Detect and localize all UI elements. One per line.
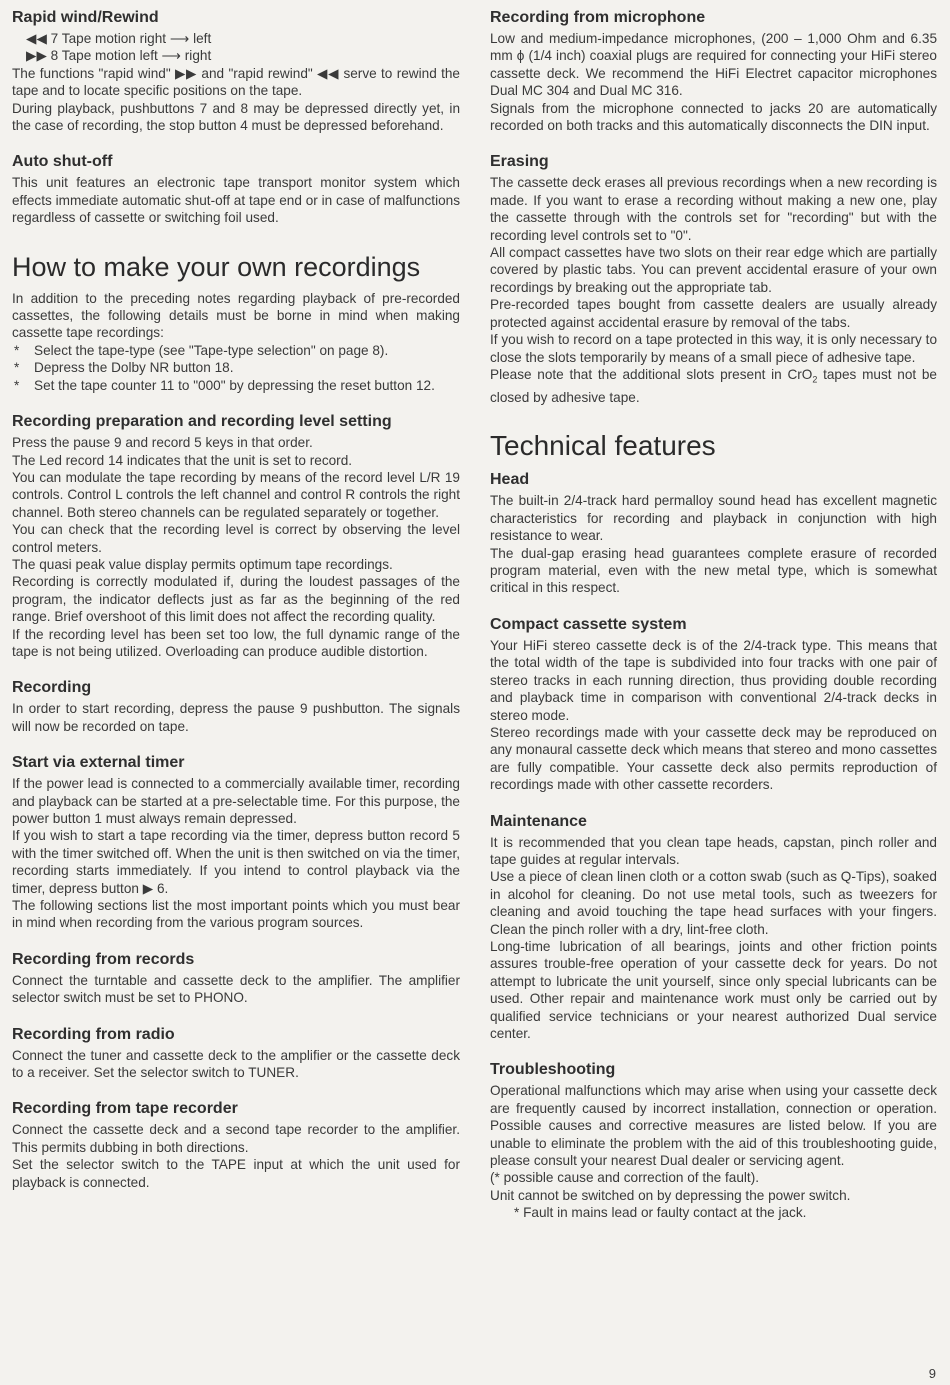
heading-recording: Recording <box>12 679 92 697</box>
heading-rapid-wind: Rapid wind/Rewind <box>12 9 159 26</box>
section-erasing <box>490 152 937 406</box>
section-how-to-record <box>12 251 460 394</box>
list-item: * Depress the Dolby NR button 18. <box>14 360 234 376</box>
list-item: * Select the tape-type (see "Tape-type selection" on page 8). <box>14 342 389 358</box>
paragraph: All compact cassettes have two slots on their rear edge which are partially covered by plastic tabs. You can prevent accidental erasure of your own recordings by breaking out the appropriate tab. <box>490 245 937 295</box>
paragraph: In order to start recording, depress the pause 9 pushbutton. The signals will now be recorded on tape. <box>12 701 460 734</box>
paragraph: The Led record 14 indicates that the unit is set to record. <box>12 452 353 468</box>
paragraph: The dual-gap erasing head guarantees complete erasure of recorded program material, even with the new metal type, which is somewhat critical in this respect. <box>490 545 937 596</box>
heading-erasing: Erasing <box>490 153 549 171</box>
paragraph: Connect the turntable and cassette deck to the amplifier. The amplifier selector switch must be set to PHONO. <box>12 972 460 1006</box>
page-number: 9 <box>928 1366 936 1381</box>
section-maintenance <box>490 812 937 1043</box>
section-recording-from-records <box>12 950 460 1007</box>
page-title-how-to-record: How to make your own recordings <box>12 251 421 282</box>
paragraph: Unit cannot be switched on by depressing the power switch. <box>490 1187 851 1203</box>
paragraph: During playback, pushbuttons 7 and 8 may be depressed directly yet, in the case of recording, the stop button 4 must be depressed beforehand. <box>12 100 460 134</box>
paragraph: Your HiFi stereo cassette deck is of the 2/4-track type. This means that the total width of the tape is subdivided into four tracks with one pair of stereo tracks in each running direction, thus providing double recording and playback time in comparison with conventional 2/4-track decks in stereo mode. <box>490 637 937 723</box>
section-compact-cassette <box>490 615 937 794</box>
heading-recording-preparation: Recording preparation and recording level setting <box>12 413 392 431</box>
section-head <box>490 470 937 596</box>
bullet-star-icon: * <box>514 1205 524 1221</box>
paragraph: Low and medium-impedance microphones, (200 – 1,000 Ohm and 6.35 mm ϕ (1/4 inch) coaxial plugs are required for connecting your HiFi stereo cassette deck. We recommend the HiFi Electret capacitor microphones Dual MC 304 and Dual MC 316. <box>490 31 937 99</box>
paragraph: The following sections list the most important points which you must bear in mind when recording from the various program sources. <box>12 898 460 931</box>
page-title-technical-features: Technical features <box>490 430 716 462</box>
paragraph: The cassette deck erases all previous recordings when a new recording is made. If you want to erase a recording without making a new one, play the cassette through with the controls set for "recording" but with the recording level controls set to "0". <box>490 175 937 243</box>
paragraph: Please note that the additional slots present in CrO$_2$ tapes must not be closed by adhesive tape. <box>490 366 937 406</box>
heading-recording-from-tape: Recording from tape recorder <box>12 1100 238 1118</box>
paragraph: If the recording level has been set too low, the full dynamic range of the tape is not being utilized. Overloading can produce audible distortion. <box>12 626 460 659</box>
section-recording <box>12 678 460 735</box>
bullet-star-icon: * <box>14 360 20 376</box>
paragraph: If you wish to record on a tape protected in this way, it is only necessary to close the slots temporarily by means of a small piece of adhesive tape. <box>490 332 937 365</box>
section-auto-shutoff <box>12 152 460 226</box>
line-rapid-wind-7: ◀◀ 7 Tape motion right ⟶ left <box>26 31 212 46</box>
paragraph: If the power lead is connected to a commercially available timer, recording and playback can be started at a pre-selectable time. For this purpose, the power button 1 must always remain depressed. <box>12 776 460 826</box>
list-item: * Set the tape counter 11 to "000" by depressing the reset button 12. <box>14 377 435 393</box>
section-recording-from-tape <box>12 1099 460 1191</box>
bullet-star-icon: * <box>14 342 20 358</box>
paragraph: The functions "rapid wind" ▶▶ and "rapid rewind" ◀◀ serve to rewind the tape and to locate specific positions on the tape. <box>12 65 460 99</box>
paragraph: Recording is correctly modulated if, during the loudest passages of the program, the indicator deflects just as far as the beginning of the red range. Brief overshoot of this limit does not affect the recording quality. <box>12 574 460 625</box>
paragraph: You can check that the recording level is correct by observing the level control meters. <box>12 522 460 555</box>
heading-recording-from-microphone: Recording from microphone <box>490 9 706 26</box>
paragraph: Set the selector switch to the TAPE input at which the unit used for playback is connected. <box>12 1157 460 1190</box>
paragraph: Signals from the microphone connected to jacks 20 are automatically recorded on both tracks and this automatically disconnects the DIN input. <box>490 100 937 134</box>
paragraph: You can modulate the tape recording by means of the record level L/R 19 controls. Control L controls the left channel and control R controls the right channel. Both stereo channels can be regulated separately or together. <box>12 469 460 520</box>
paragraph: Operational malfunctions which may arise when using your cassette deck are frequently caused by incorrect installation, connection or operation. Possible causes and corrective measures are listed below. If you are unable to eliminate the problem with the aid of this troubleshooting guide, please consult your nearest Dual dealer or servicing agent. <box>490 1083 937 1169</box>
paragraph: This unit features an electronic tape transport monitor system which effects immediate automatic shut-off at tape end or in case of malfunctions regardless of cassette or switching foil used. <box>12 175 460 226</box>
heading-compact-cassette: Compact cassette system <box>490 615 687 633</box>
section-troubleshooting <box>490 1060 937 1221</box>
paragraph: In addition to the preceding notes regarding playback of pre-recorded cassettes, the following details must be borne in mind when making cassette tape recordings: <box>12 290 460 341</box>
left-column <box>12 8 460 1209</box>
heading-auto-shutoff: Auto shut-off <box>12 153 113 171</box>
paragraph: Connect the tuner and cassette deck to the amplifier or the cassette deck to a receiver. Set the selector switch to TUNER. <box>12 1047 460 1081</box>
heading-head: Head <box>490 471 530 489</box>
list-item: * Fault in mains lead or faulty contact at the jack. <box>514 1205 807 1221</box>
paragraph: The quasi peak value display permits optimum tape recordings. <box>12 556 393 572</box>
section-recording-from-microphone <box>490 8 937 134</box>
paragraph: Pre-recorded tapes bought from cassette dealers are usually already protected against accidental erasure by removal of the tabs. <box>490 297 937 330</box>
section-rapid-wind <box>12 8 460 134</box>
paragraph: Long-time lubrication of all bearings, joints and other friction points assures trouble-free operation of your cassette deck for years. Do not attempt to lubricate the unit yourself, since only special lubricants can be used. Other repair and maintenance work must only be carried out by qualified service technicians or your nearest authorized Dual service center. <box>490 938 937 1041</box>
section-technical-features <box>490 430 937 462</box>
paragraph: Connect the cassette deck and a second tape recorder to the amplifier. This permits dubbing in both directions. <box>12 1122 460 1155</box>
heading-recording-from-radio: Recording from radio <box>12 1025 175 1043</box>
paragraph: Use a piece of clean linen cloth or a cotton swab (such as Q-Tips), soaked in alcohol for cleaning. Do not use metal tools, such as tweezers for cleaning and avoid touching the tape head surfaces with your fingers. Clean the pinch roller with a dry, lint-free cloth. <box>490 869 937 937</box>
paragraph: It is recommended that you clean tape heads, capstan, pinch roller and tape guides at regular intervals. <box>490 834 937 867</box>
line-rapid-wind-8: ▶▶ 8 Tape motion left ⟶ right <box>26 48 212 64</box>
heading-maintenance: Maintenance <box>490 812 587 830</box>
paragraph: Stereo recordings made with your cassette deck may be reproduced on any monaural cassette deck which means that stereo and mono cassettes are fully compatible. Your cassette deck also permits reproduction of recordings made with other cassette recorders. <box>490 724 937 793</box>
heading-troubleshooting: Troubleshooting <box>490 1061 616 1079</box>
section-external-timer <box>12 753 460 932</box>
section-recording-preparation <box>12 412 460 660</box>
right-column <box>490 8 937 1240</box>
bullet-star-icon: * <box>14 377 20 393</box>
paragraph: The built-in 2/4-track hard permalloy sound head has excellent magnetic characteristics for recording and playback in conjunction with high resistance to wear. <box>490 493 937 544</box>
heading-recording-from-records: Recording from records <box>12 950 195 968</box>
paragraph: (* possible cause and correction of the fault). <box>490 1170 760 1186</box>
paragraph: Press the pause 9 and record 5 keys in that order. <box>12 435 313 451</box>
heading-external-timer: Start via external timer <box>12 754 185 772</box>
paragraph: If you wish to start a tape recording via the timer, depress button record 5 with the timer switched off. When the unit is then switched on via the timer, recording starts immediately. If you intend to control playback via the timer, depress button ▶ 6. <box>12 828 460 896</box>
section-recording-from-radio <box>12 1025 460 1082</box>
